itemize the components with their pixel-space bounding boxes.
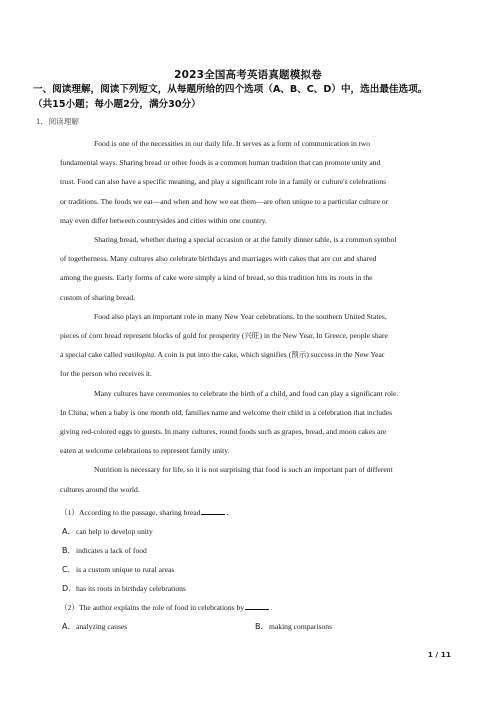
question-1-stem [60,503,460,522]
question-2-option-b[interactable] [255,617,448,636]
question-type: 阅读理解 [48,117,79,126]
passage-line: Many cultures have ceremonies to celebrate the birth of a child, and food can play a significant role. [94,388,399,398]
option-text: making comparisons [269,622,333,631]
question-1-option-c[interactable] [60,560,460,579]
option-letter: B． [255,622,269,631]
option-text: indicates a lack of food [76,546,147,555]
question-list [60,503,460,636]
passage-paragraph-3 [60,307,464,384]
passage-line: custom of sharing bread. [60,292,136,302]
option-letter: C． [62,565,76,574]
question-2-stem [60,598,460,617]
question-1-option-d[interactable] [60,579,460,598]
passage-line: among the guests. Early forms of cake were simply a kind of bread, so this tradition hits its roots in the [60,273,373,283]
answer-blank[interactable] [201,506,225,515]
answer-blank[interactable] [245,601,269,610]
italic-term: vasilopita [124,350,155,360]
question-2-period: . [270,603,273,612]
question-label [36,116,79,128]
passage-line: Sharing bread, whether during a special occasion or at the family dinner table, is a common symbol [94,235,397,245]
passage-line: or traditions. The foods we eat—and when and how we eat them—are often unique to a particular culture or [60,196,389,206]
passage-line: In China, when a baby is one month old, families name and welcome their child in a celebration that includes [60,407,393,417]
option-text: has its roots in birthday celebrations [76,584,186,593]
reading-passage [60,134,464,499]
question-1-text: （1）According to the passage, sharing bread [60,508,201,517]
passage-line: a special cake called vasilopita. A coin is put into the cake, which signifies (预示) success in the New Year [60,350,385,360]
option-text: can help to develop unity [76,527,153,536]
section-instructions-line1: 一、阅读理解，阅读下列短文，从每题所给的四个选项（A、B、C、D）中，选出最佳选项。 [33,84,428,95]
option-letter: B． [62,546,76,555]
passage-line: may even differ between countrysides and cities within one country. [60,215,267,225]
passage-line: trust. Food can also have a specific meaning, and play a significant role in a family or culture's celebrations [60,177,387,187]
question-number: 1． [36,117,49,126]
option-text: is a custom unique to rural areas [76,565,175,574]
passage-line: pieces of corn bread represent blocks of gold for prosperity (兴旺) in the New Year. In Greece, people share [60,331,388,341]
question-1-period: . [226,508,229,517]
passage-paragraph-1 [60,134,464,230]
passage-line: Nutrition is necessary for life, so it is not surprising that food is such an important part of different [94,465,393,475]
section-instructions-line2: （共15小题；每小题2分，满分30分） [33,99,201,110]
option-text: analyzing causes [76,622,128,631]
passage-line: giving red-colored eggs to guests. In many cultures, round foods such as grapes, bread, and moon cakes are [60,427,387,437]
passage-paragraph-2 [60,230,464,307]
passage-line: Food is one of the necessities in our daily life. It serves as a form of communication in two [94,139,371,148]
page-title: 2023全国高考英语真题模拟卷 [174,69,322,81]
passage-line: cultures around the world. [60,484,140,494]
question-2-options-row [60,617,460,636]
question-1-option-a[interactable] [60,522,460,541]
page-number: 1 / 11 [427,650,451,659]
option-letter: A． [62,527,76,536]
option-letter: A． [62,622,76,631]
passage-line: of togetherness. Many cultures also celebrate birthdays and marriages with cakes that are cut and shared [60,254,377,264]
passage-line: for the person who receives it. [60,369,152,379]
passage-paragraph-4 [60,384,464,461]
question-2-option-a[interactable] [62,617,255,636]
section-instructions [33,82,465,112]
passage-paragraph-5 [60,460,464,498]
option-letter: D． [62,584,77,593]
passage-line: Food also plays an important role in many New Year celebrations. In the southern United States, [94,311,387,321]
question-1-option-b[interactable] [60,541,460,560]
passage-line: fundamental ways. Sharing bread or other foods is a common human tradition that can promote unity and [60,158,381,168]
passage-line: eaten at welcome celebrations to represent family unity. [60,446,230,456]
question-2-text: （2）The author explains the role of food in celebrations by [60,603,245,612]
